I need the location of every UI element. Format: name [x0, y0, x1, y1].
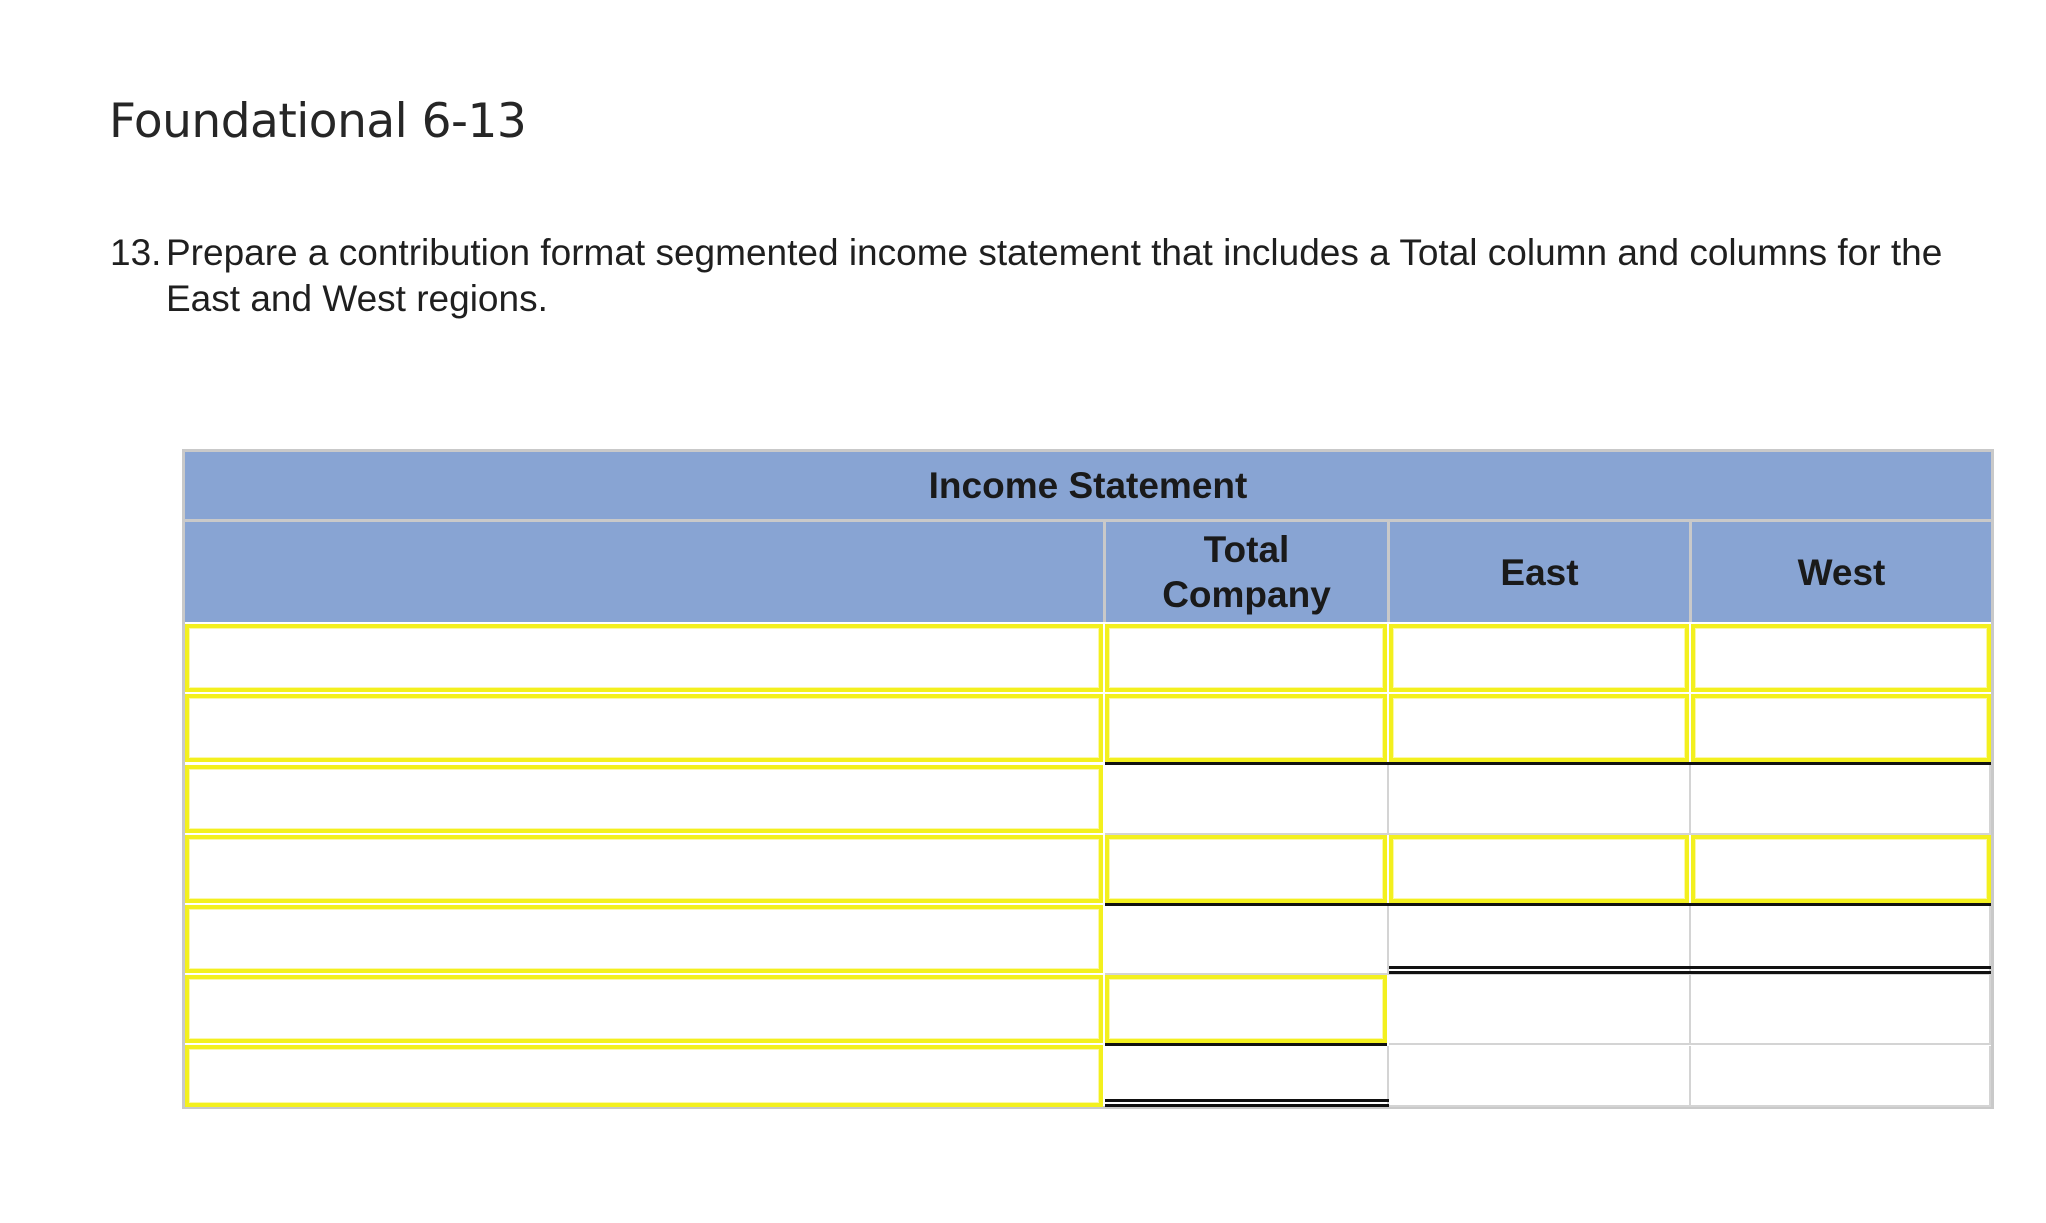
row-3-east-cell [1389, 765, 1691, 835]
question-number: 13. [110, 232, 162, 273]
row-4-east-input[interactable] [1389, 835, 1689, 903]
header-west: West [1689, 522, 1991, 622]
row-4-total-input[interactable] [1105, 835, 1387, 903]
header-label-column [185, 522, 1103, 622]
row-2-total-input[interactable] [1105, 694, 1387, 762]
row-1-label-input[interactable] [185, 624, 1103, 692]
table-header-row [185, 522, 1991, 622]
row-5-west-cell [1691, 906, 1991, 975]
row-2-label-input[interactable] [185, 694, 1103, 762]
row-6-label-input[interactable] [185, 975, 1103, 1043]
income-statement-table [182, 449, 1994, 1109]
row-7-east-cell [1389, 1046, 1691, 1107]
page-title: Foundational 6-13 [109, 94, 527, 149]
row-3-label-input[interactable] [185, 765, 1103, 833]
question-body: Prepare a contribution format segmented income statement that includes a Total column and columns for the East and West regions. [166, 232, 1943, 319]
row-1-total-input[interactable] [1105, 624, 1387, 692]
row-2-west-input[interactable] [1691, 694, 1991, 762]
double-total-rule [1105, 1099, 1389, 1107]
header-east: East [1387, 522, 1689, 622]
row-4-west-input[interactable] [1691, 835, 1991, 903]
row-7-west-cell [1691, 1046, 1991, 1107]
header-total-company: Total Company [1103, 522, 1387, 622]
table-title: Income Statement [185, 452, 1991, 522]
row-3-west-cell [1691, 765, 1991, 835]
row-5-label-input[interactable] [185, 905, 1103, 973]
row-6-east-cell [1389, 975, 1691, 1045]
double-total-rule [1389, 966, 1991, 974]
row-7-label-input[interactable] [185, 1045, 1103, 1107]
row-5-east-cell [1389, 906, 1691, 975]
row-7-total-cell [1105, 1046, 1389, 1107]
row-1-west-input[interactable] [1691, 624, 1991, 692]
row-1-east-input[interactable] [1389, 624, 1689, 692]
row-4-label-input[interactable] [185, 835, 1103, 903]
row-3-total-cell [1105, 765, 1389, 835]
row-5-total-cell [1105, 906, 1389, 975]
row-6-total-input[interactable] [1105, 975, 1387, 1043]
row-6-west-cell [1691, 975, 1991, 1045]
row-2-east-input[interactable] [1389, 694, 1689, 762]
question-text [110, 230, 1970, 322]
